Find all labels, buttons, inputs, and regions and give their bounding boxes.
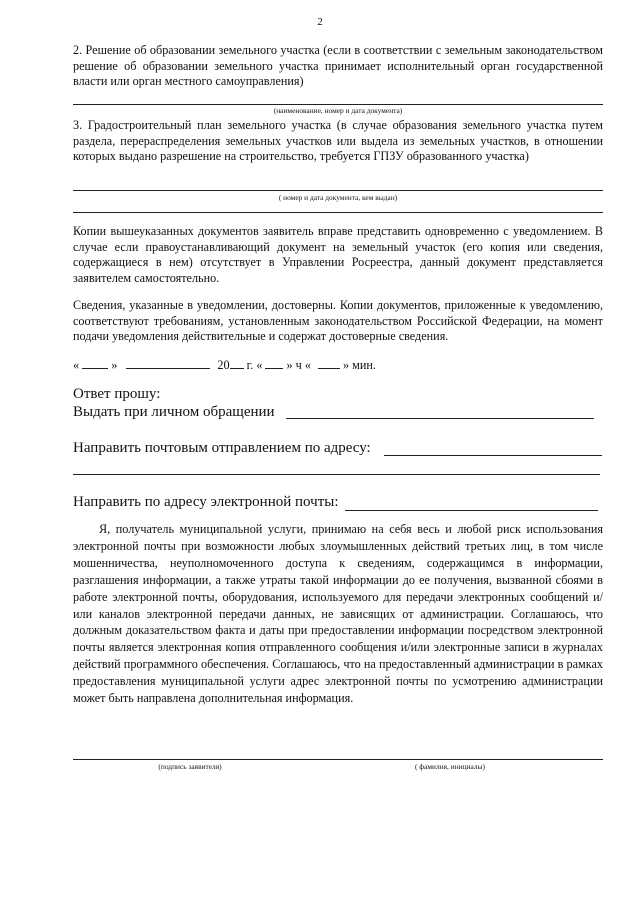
copies-paragraph: Копии вышеуказанных документов заявитель вправе представить одновременно с уведомлением. В случае если правоустанавливающий документ на земельный участок (его копия или сведения, содержащиеся в нем) отсутствует в Управлении Росреестра, данный документ представляется заявителем самостоятельно. — [73, 224, 603, 285]
answer-heading: Ответ прошу: — [73, 386, 161, 402]
year-prefix: 20 — [217, 358, 230, 372]
date-time-line — [73, 357, 376, 373]
item2-caption: (наименование, номер и дата документа) — [273, 106, 403, 115]
hour-field[interactable] — [265, 357, 283, 369]
risk-paragraph: Я, получатель муниципальной услуги, принимаю на себя весь и любой риск использования электронной почты при возможности любых злоумышленных действий третьих лиц, в том числе мошенничества, неуполномоченного доступа к сведениям, содержащимся в информации, разглашения информации, а также утраты такой информации до ее получения, вызванной сбоями в работе электронной почты, оборудования, используемого для передачи электронных сообщений и/или каналов электронной передачи данных, не зависящих от администрации. Соглашаюсь, что должным доказательством факта и даты при предоставлении информации посредством электронной почты является электронная копия отправленного сообщения и/или электронные записи в журналах действий программного обеспечения. Соглашаюсь, что на предоставленный администрации в рамках предоставления муниципальной услуги адрес электронной почты по усмотрению администрации может быть направлена дополнительная информация. — [73, 522, 603, 706]
by-email-label: Направить по адресу электронной почты: — [73, 494, 339, 510]
item2-line — [73, 104, 603, 105]
postal-address-field-2[interactable] — [73, 474, 600, 475]
minute-field[interactable] — [318, 357, 340, 369]
signature-caption: (подпись заявителя) — [158, 762, 222, 771]
year-suffix: г. « — [246, 358, 263, 372]
day-quote-close: » — [111, 358, 118, 372]
day-quote-open: « — [73, 358, 80, 372]
minute-suffix: » мин. — [343, 358, 376, 372]
year-field[interactable] — [230, 357, 244, 369]
email-address-field[interactable] — [345, 510, 598, 511]
item3-extra-line — [73, 212, 603, 213]
in-person-label: Выдать при личном обращении — [73, 404, 275, 420]
in-person-field[interactable] — [286, 418, 594, 419]
name-caption: ( фамилия, инициалы) — [415, 762, 485, 771]
day-field[interactable] — [82, 357, 108, 369]
item3-line — [73, 190, 603, 191]
item3-text: 3. Градостроительный план земельного участка (в случае образования земельного участка путем раздела, перераспределения земельных участков или выдела из земельных участков, в отношении которых выдано разрешение на строительство, требуется ГПЗУ образованного участка) — [73, 118, 603, 164]
item3-caption: ( номер и дата документа, кем выдан) — [278, 193, 398, 202]
page-number: 2 — [317, 16, 323, 28]
hour-suffix: » ч « — [286, 358, 311, 372]
by-post-label: Направить почтовым отправлением по адресу: — [73, 440, 371, 456]
item2-text: 2. Решение об образовании земельного участка (если в соответствии с земельным законодательством решение об образовании земельного участка принимает исполнительный орган государственной власти или орган местного самоуправления) — [73, 43, 603, 89]
reliability-paragraph: Сведения, указанные в уведомлении, достоверны. Копии документов, приложенные к уведомлению, соответствуют требованиям, установленным законодательством Российской Федерации, на момент подачи уведомления действительные и содержат достоверные сведения. — [73, 298, 603, 344]
signature-line[interactable] — [73, 759, 603, 760]
postal-address-field[interactable] — [384, 455, 602, 456]
month-field[interactable] — [126, 357, 210, 369]
